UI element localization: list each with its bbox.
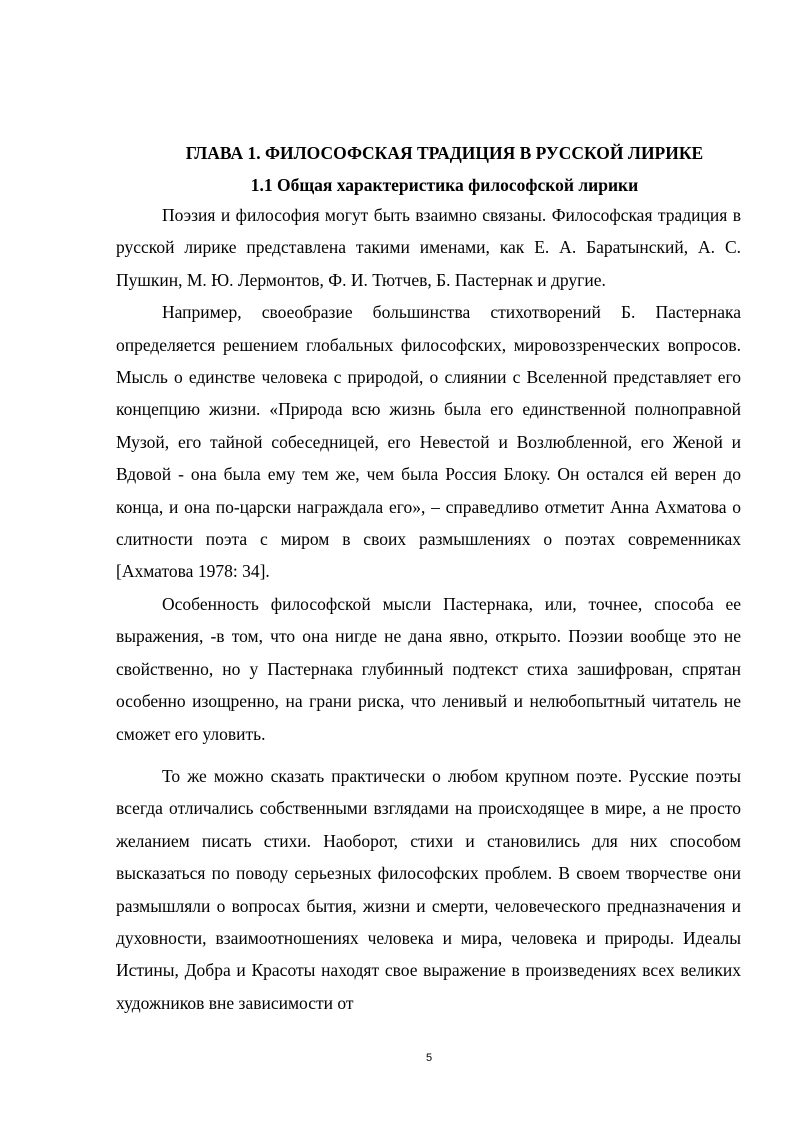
chapter-title: ГЛАВА 1. ФИЛОСОФСКАЯ ТРАДИЦИЯ В РУССКОЙ ЛИРИКЕ <box>185 143 704 163</box>
page-number: 5 <box>425 1052 433 1064</box>
document-page <box>116 139 741 1019</box>
section-title: 1.1 Общая характеристика философской лирики <box>250 175 639 195</box>
paragraph-2: Например, своеобразие большинства стихотворений Б. Пастернака определяется решением глобальных философских, мировоззренческих вопросов. Мысль о единстве человека с природой, о слиянии с Вселенной представляет его концепцию жизни. «Природа всю жизнь была его единственной полноправной Музой, его тайной собеседницей, его Невестой и Возлюбленной, его Женой и Вдовой - она была ему тем же, чем была Россия Блоку. Он остался ей верен до конца, и она по-царски награждала его», – справедливо отметит Анна Ахматова о слитности поэта с миром в своих размышлениях о поэтах современниках [Ахматова 1978: 34]. <box>116 302 741 582</box>
paragraph-4: То же можно сказать практически о любом крупном поэте. Русские поэты всегда отличались собственными взглядами на происходящее в мире, а не просто желанием писать стихи. Наоборот, стихи и становились для них способом высказаться по поводу серьезных философских проблем. В своем творчестве они размышляли о вопросах бытия, жизни и смерти, человеческого предназначения и духовности, взаимоотношениях человека и мира, человека и природы. Идеалы Истины, Добра и Красоты находят свое выражение в произведениях всех великих художников вне зависимости от <box>116 765 741 1013</box>
paragraph-1: Поэзия и философия могут быть взаимно связаны. Философская традиция в русской лирике представлена такими именами, как Е. А. Баратынский, А. С. Пушкин, М. Ю. Лермонтов, Ф. И. Тютчев, Б. Пастернак и другие. <box>116 205 741 290</box>
paragraph-3: Особенность философской мысли Пастернака, или, точнее, способа ее выражения, -в том, что она нигде не дана явно, открыто. Поэзии вообще это не свойственно, но у Пастернака глубинный подтекст стиха зашифрован, спрятан особенно изощренно, на грани риска, что ленивый и нелюбопытный читатель не сможет его уловить. <box>116 593 741 744</box>
